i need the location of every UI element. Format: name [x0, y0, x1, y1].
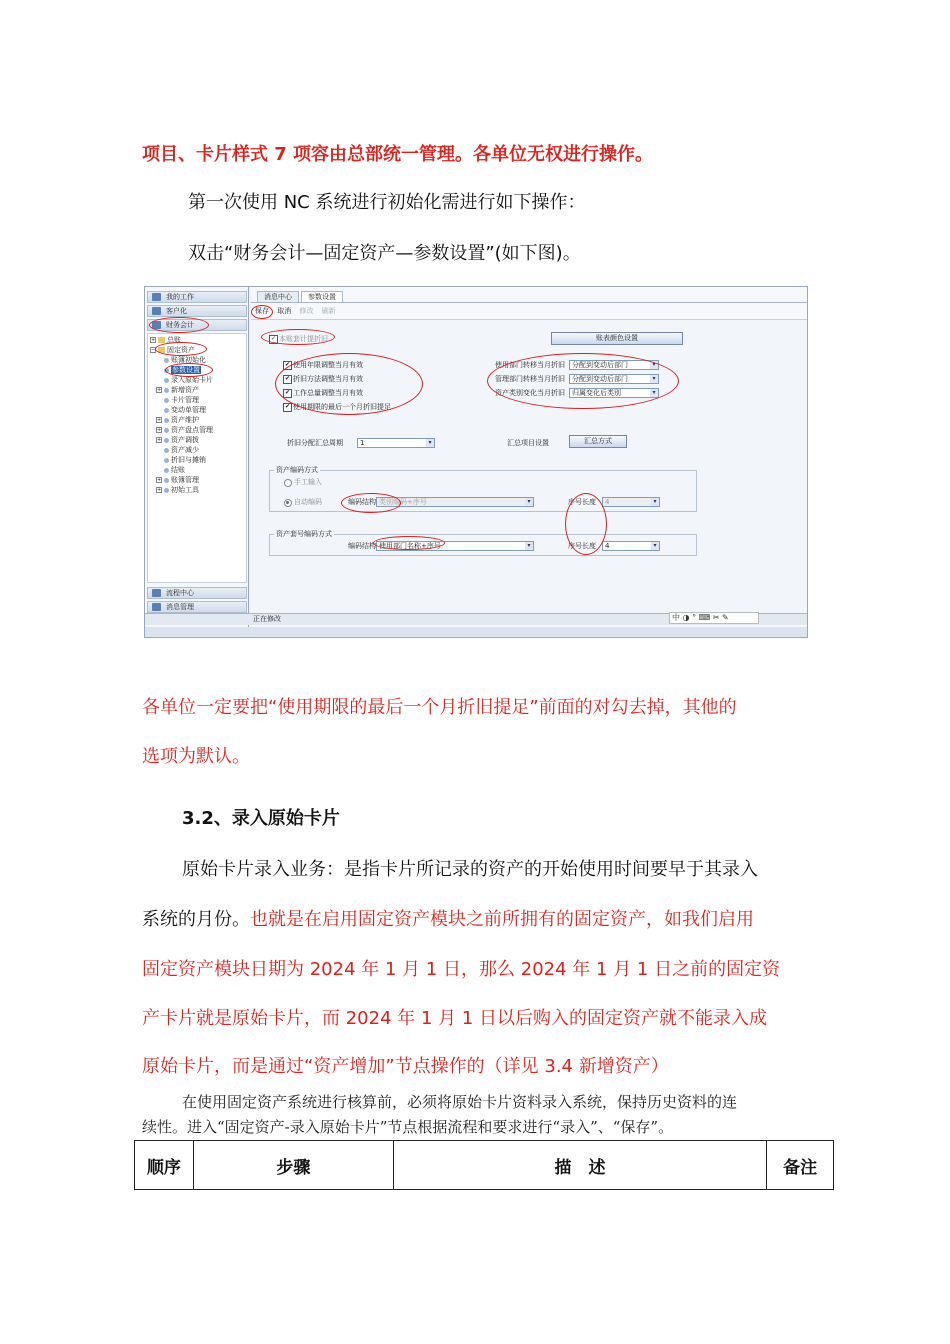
depr-alloc-select[interactable]: 1 ▾	[357, 438, 435, 448]
work-icon	[152, 293, 161, 301]
para-line-4: 产卡片就是原始卡片，而 2024 年 1 月 1 日以后购入的固定资产就不能录入成	[142, 1008, 768, 1029]
finance-icon	[152, 321, 161, 329]
summary-label: 汇总项目设置	[507, 439, 549, 447]
settings-form	[251, 319, 807, 619]
steps-table	[134, 1140, 834, 1190]
refresh-button[interactable]: 刷新	[321, 307, 336, 315]
node-icon	[164, 378, 169, 383]
kit-seq-select[interactable]: 4 ▾	[602, 541, 660, 551]
para-line-3: 固定资产模块日期为 2024 年 1 月 1 日，那么 2024 年 1 月 1 日之前的固定资	[142, 959, 781, 980]
depr-row-label: 使用部门转移当月折旧	[495, 361, 565, 369]
table-header-row	[135, 1141, 834, 1190]
nav-finance[interactable]: 财务会计	[147, 319, 247, 331]
window-bottom-bar	[145, 627, 807, 637]
collapse-icon: −	[151, 347, 156, 353]
nav-messages[interactable]: 消息管理	[147, 601, 247, 613]
tab-bar	[251, 291, 807, 303]
para-line-2: 系统的月份。也就是在启用固定资产模块之前所拥有的固定资产，如我们启用	[142, 909, 754, 930]
save-button[interactable]: 保存	[255, 307, 269, 315]
code-struct-select[interactable]: 类别编码+序号 ▾	[376, 497, 534, 507]
left-nav-panel	[145, 287, 249, 637]
tree-item-tools[interactable]: + 初始工具	[157, 486, 199, 494]
status-text: 正在修改	[253, 615, 281, 623]
depr-alloc-label: 折旧分配汇总周期	[287, 439, 343, 447]
manual-input-radio[interactable]: 手工输入	[284, 477, 322, 487]
ime-toolbar[interactable]: 中 ◑ ° ⌨ ✂ ✎	[669, 612, 759, 624]
node-icon	[164, 468, 169, 473]
tree-item-depreciation[interactable]: 折旧与摊销	[164, 455, 206, 465]
kit-code-group	[269, 530, 697, 556]
nav-process-center[interactable]: 流程中心	[147, 587, 247, 599]
right-panel	[251, 287, 807, 637]
toolbar	[251, 305, 342, 317]
depr-row-select[interactable]: 分配到变动后部门 ▾	[569, 374, 659, 384]
auto-code-radio[interactable]: 自动编码	[284, 497, 322, 507]
node-icon	[164, 478, 169, 483]
para-line-1: 原始卡片录入业务：是指卡片所记录的资产的开始使用时间要早于其录入	[182, 859, 758, 880]
tree-item-new-asset[interactable]: + 新增资产	[157, 386, 199, 394]
doc-line-3: 双击“财务会计—固定资产—参数设置”(如下图)。	[188, 243, 581, 264]
kit-seq-label: 序号长度	[568, 542, 596, 550]
check-life-adjust[interactable]: ✔ 使用年限调整当月有效	[283, 360, 363, 370]
depr-row-label: 资产类别变化当月折旧	[495, 389, 565, 397]
table-header-order: 顺序	[135, 1141, 194, 1190]
asset-code-group	[269, 466, 697, 512]
tree-item-gl[interactable]: + 总账	[151, 336, 181, 344]
embedded-screenshot	[144, 286, 808, 638]
folder-icon	[158, 337, 165, 343]
node-icon	[164, 438, 169, 443]
kit-struct-label: 编码结构	[348, 542, 376, 550]
modify-button[interactable]: 修改	[299, 307, 314, 315]
expand-icon: +	[157, 417, 162, 423]
kit-struct-select[interactable]: 使用部门名称+序号 ▾	[376, 541, 534, 551]
folder-icon	[158, 347, 165, 353]
para-line-5: 原始卡片，而是通过“资产增加”节点操作的（详见 3.4 新增资产）	[142, 1056, 669, 1077]
customize-icon	[152, 307, 161, 315]
expand-icon: +	[157, 387, 162, 393]
table-header-desc: 描 述	[393, 1141, 766, 1190]
small-line-2: 续性。进入“固定资产-录入原始卡片”节点根据流程和要求进行“录入”、“保存”。	[142, 1118, 674, 1136]
tab-param-settings[interactable]: 参数设置	[301, 291, 343, 303]
node-icon	[164, 458, 169, 463]
node-icon	[164, 398, 169, 403]
node-icon	[164, 428, 169, 433]
section-heading: 3.2、录入原始卡片	[182, 808, 340, 829]
nav-my-work[interactable]: 我的工作	[147, 291, 247, 303]
node-icon	[164, 388, 169, 393]
tree-item-close[interactable]: 结账	[164, 465, 185, 475]
depr-row-label: 管理部门转移当月折旧	[495, 375, 565, 383]
process-icon	[152, 589, 161, 597]
tree-item-fixed-assets[interactable]: − 固定资产	[151, 346, 195, 354]
kit-code-group-title: 资产套号编码方式	[276, 530, 332, 538]
node-icon	[164, 488, 169, 493]
node-icon	[164, 448, 169, 453]
tab-message-center[interactable]: 消息中心	[257, 291, 299, 303]
asset-code-group-title: 资产编码方式	[276, 466, 318, 474]
expand-icon: +	[151, 337, 156, 343]
tree-item-books[interactable]: + 账簿管理	[157, 476, 199, 484]
expand-icon: +	[157, 487, 162, 493]
message-icon	[152, 603, 161, 611]
check-workload-adjust[interactable]: ✔ 工作总量调整当月有效	[283, 388, 363, 398]
expand-icon: +	[157, 477, 162, 483]
function-tree	[147, 333, 247, 583]
nav-customize[interactable]: 客户化	[147, 305, 247, 317]
node-icon	[164, 368, 169, 373]
tree-item-maintenance[interactable]: + 资产维护	[157, 416, 199, 424]
node-icon	[164, 408, 169, 413]
table-header-step: 步骤	[193, 1141, 393, 1190]
tree-item-transfer[interactable]: + 资产调拨	[157, 436, 199, 444]
cancel-button[interactable]: 取消	[277, 307, 292, 315]
tree-item-original-card[interactable]: 录入原始卡片	[164, 375, 213, 385]
depr-row-select[interactable]: 归属变化后类别 ▾	[569, 388, 659, 398]
tree-item-param-settings[interactable]: 参数设置	[164, 365, 201, 375]
seq-len-select[interactable]: 4 ▾	[602, 497, 660, 507]
check-last-month-depr[interactable]: ✔ 使用期限的最后一个月折旧提足	[283, 402, 391, 412]
note-line-1: 各单位一定要把“使用期限的最后一个月折旧提足”前面的对勾去掉，其他的	[142, 697, 737, 718]
small-line-1: 在使用固定资产系统进行核算前，必须将原始卡片资料录入系统，保持历史资料的连	[182, 1093, 738, 1111]
check-method-adjust[interactable]: ✔ 折旧方法调整当月有效	[283, 374, 363, 384]
expand-icon: +	[157, 427, 162, 433]
node-icon	[164, 418, 169, 423]
tree-item-reduce[interactable]: 资产减少	[164, 445, 199, 455]
depr-row-select[interactable]: 分配到变动后部门 ▾	[569, 360, 659, 370]
tree-item-change-mgmt[interactable]: 变动单管理	[164, 405, 206, 415]
current-month-depr-checkbox[interactable]: ✔ 本账套计提折旧	[269, 334, 328, 344]
color-settings-button[interactable]: 账表颜色设置	[551, 332, 683, 345]
code-struct-label: 编码结构	[348, 498, 376, 506]
tree-item-inventory[interactable]: + 资产盘点管理	[157, 426, 213, 434]
tree-item-init[interactable]: 账簿初始化	[164, 355, 206, 365]
node-icon	[164, 358, 169, 363]
doc-line-1: 项目、卡片样式 7 项容由总部统一管理。各单位无权进行操作。	[142, 144, 654, 165]
seq-len-label: 序号长度	[568, 498, 596, 506]
table-header-note: 备注	[767, 1141, 834, 1190]
doc-line-2: 第一次使用 NC 系统进行初始化需进行如下操作：	[188, 192, 586, 213]
summary-button[interactable]: 汇总方式	[569, 435, 627, 448]
expand-icon: +	[157, 437, 162, 443]
note-line-2: 选项为默认。	[142, 746, 250, 767]
tree-item-card-mgmt[interactable]: 卡片管理	[164, 395, 199, 405]
